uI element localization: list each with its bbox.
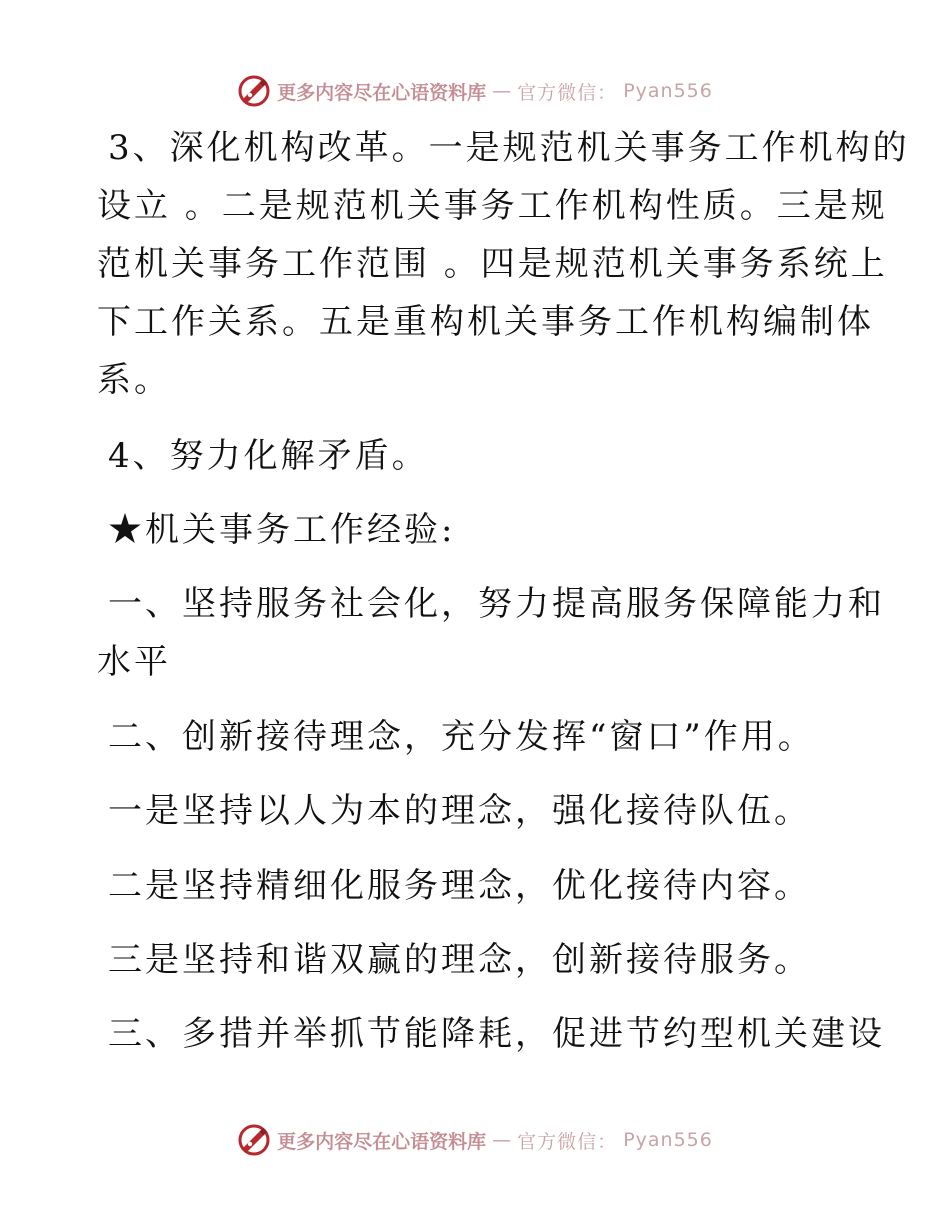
text-line-4: 下工作关系。五是重构机关事务工作机构编制体 — [97, 302, 874, 342]
text-line-12: 二是坚持精细化服务理念，优化接待内容。 — [108, 866, 811, 906]
watermark-wechat-label: 官方微信： — [517, 81, 618, 104]
text-line-6: 4、努力化解矛盾。 — [108, 436, 429, 476]
text-line-1: 3、深化机构改革。一是规范机关事务工作机构的 — [108, 128, 910, 168]
pen-logo-icon — [237, 74, 271, 108]
text-line-2: 设立 。二是规范机关事务工作机构性质。三是规 — [97, 186, 888, 226]
text-line-11: 一是坚持以人为本的理念，强化接待队伍。 — [108, 791, 811, 831]
watermark-separator: — — [492, 1129, 512, 1151]
text-line-14: 三、多措并举抓节能降耗，促进节约型机关建设 — [108, 1014, 885, 1054]
watermark-site-text: 更多内容尽在心语资料库 — [277, 1130, 487, 1153]
watermark-wechat-label: 官方微信： — [517, 1130, 618, 1153]
watermark-wechat-id: Pyan556 — [623, 1129, 713, 1151]
text-line-3: 范机关事务工作范围 。四是规范机关事务系统上 — [97, 244, 888, 284]
watermark-wechat-id: Pyan556 — [623, 80, 713, 102]
text-line-7: ★机关事务工作经验: — [108, 510, 456, 550]
text-line-10: 二、创新接待理念，充分发挥“窗口”作用。 — [108, 717, 815, 757]
watermark-site-text: 更多内容尽在心语资料库 — [277, 81, 487, 104]
text-line-5: 系。 — [97, 360, 171, 400]
watermark-banner-top — [0, 71, 950, 111]
watermark-banner-bottom — [0, 1120, 950, 1160]
pen-logo-icon — [237, 1123, 271, 1157]
watermark-separator: — — [492, 80, 512, 102]
text-line-9: 水平 — [97, 642, 171, 682]
text-line-8: 一、坚持服务社会化，努力提高服务保障能力和 — [108, 584, 885, 624]
text-line-13: 三是坚持和谐双赢的理念，创新接待服务。 — [108, 940, 811, 980]
